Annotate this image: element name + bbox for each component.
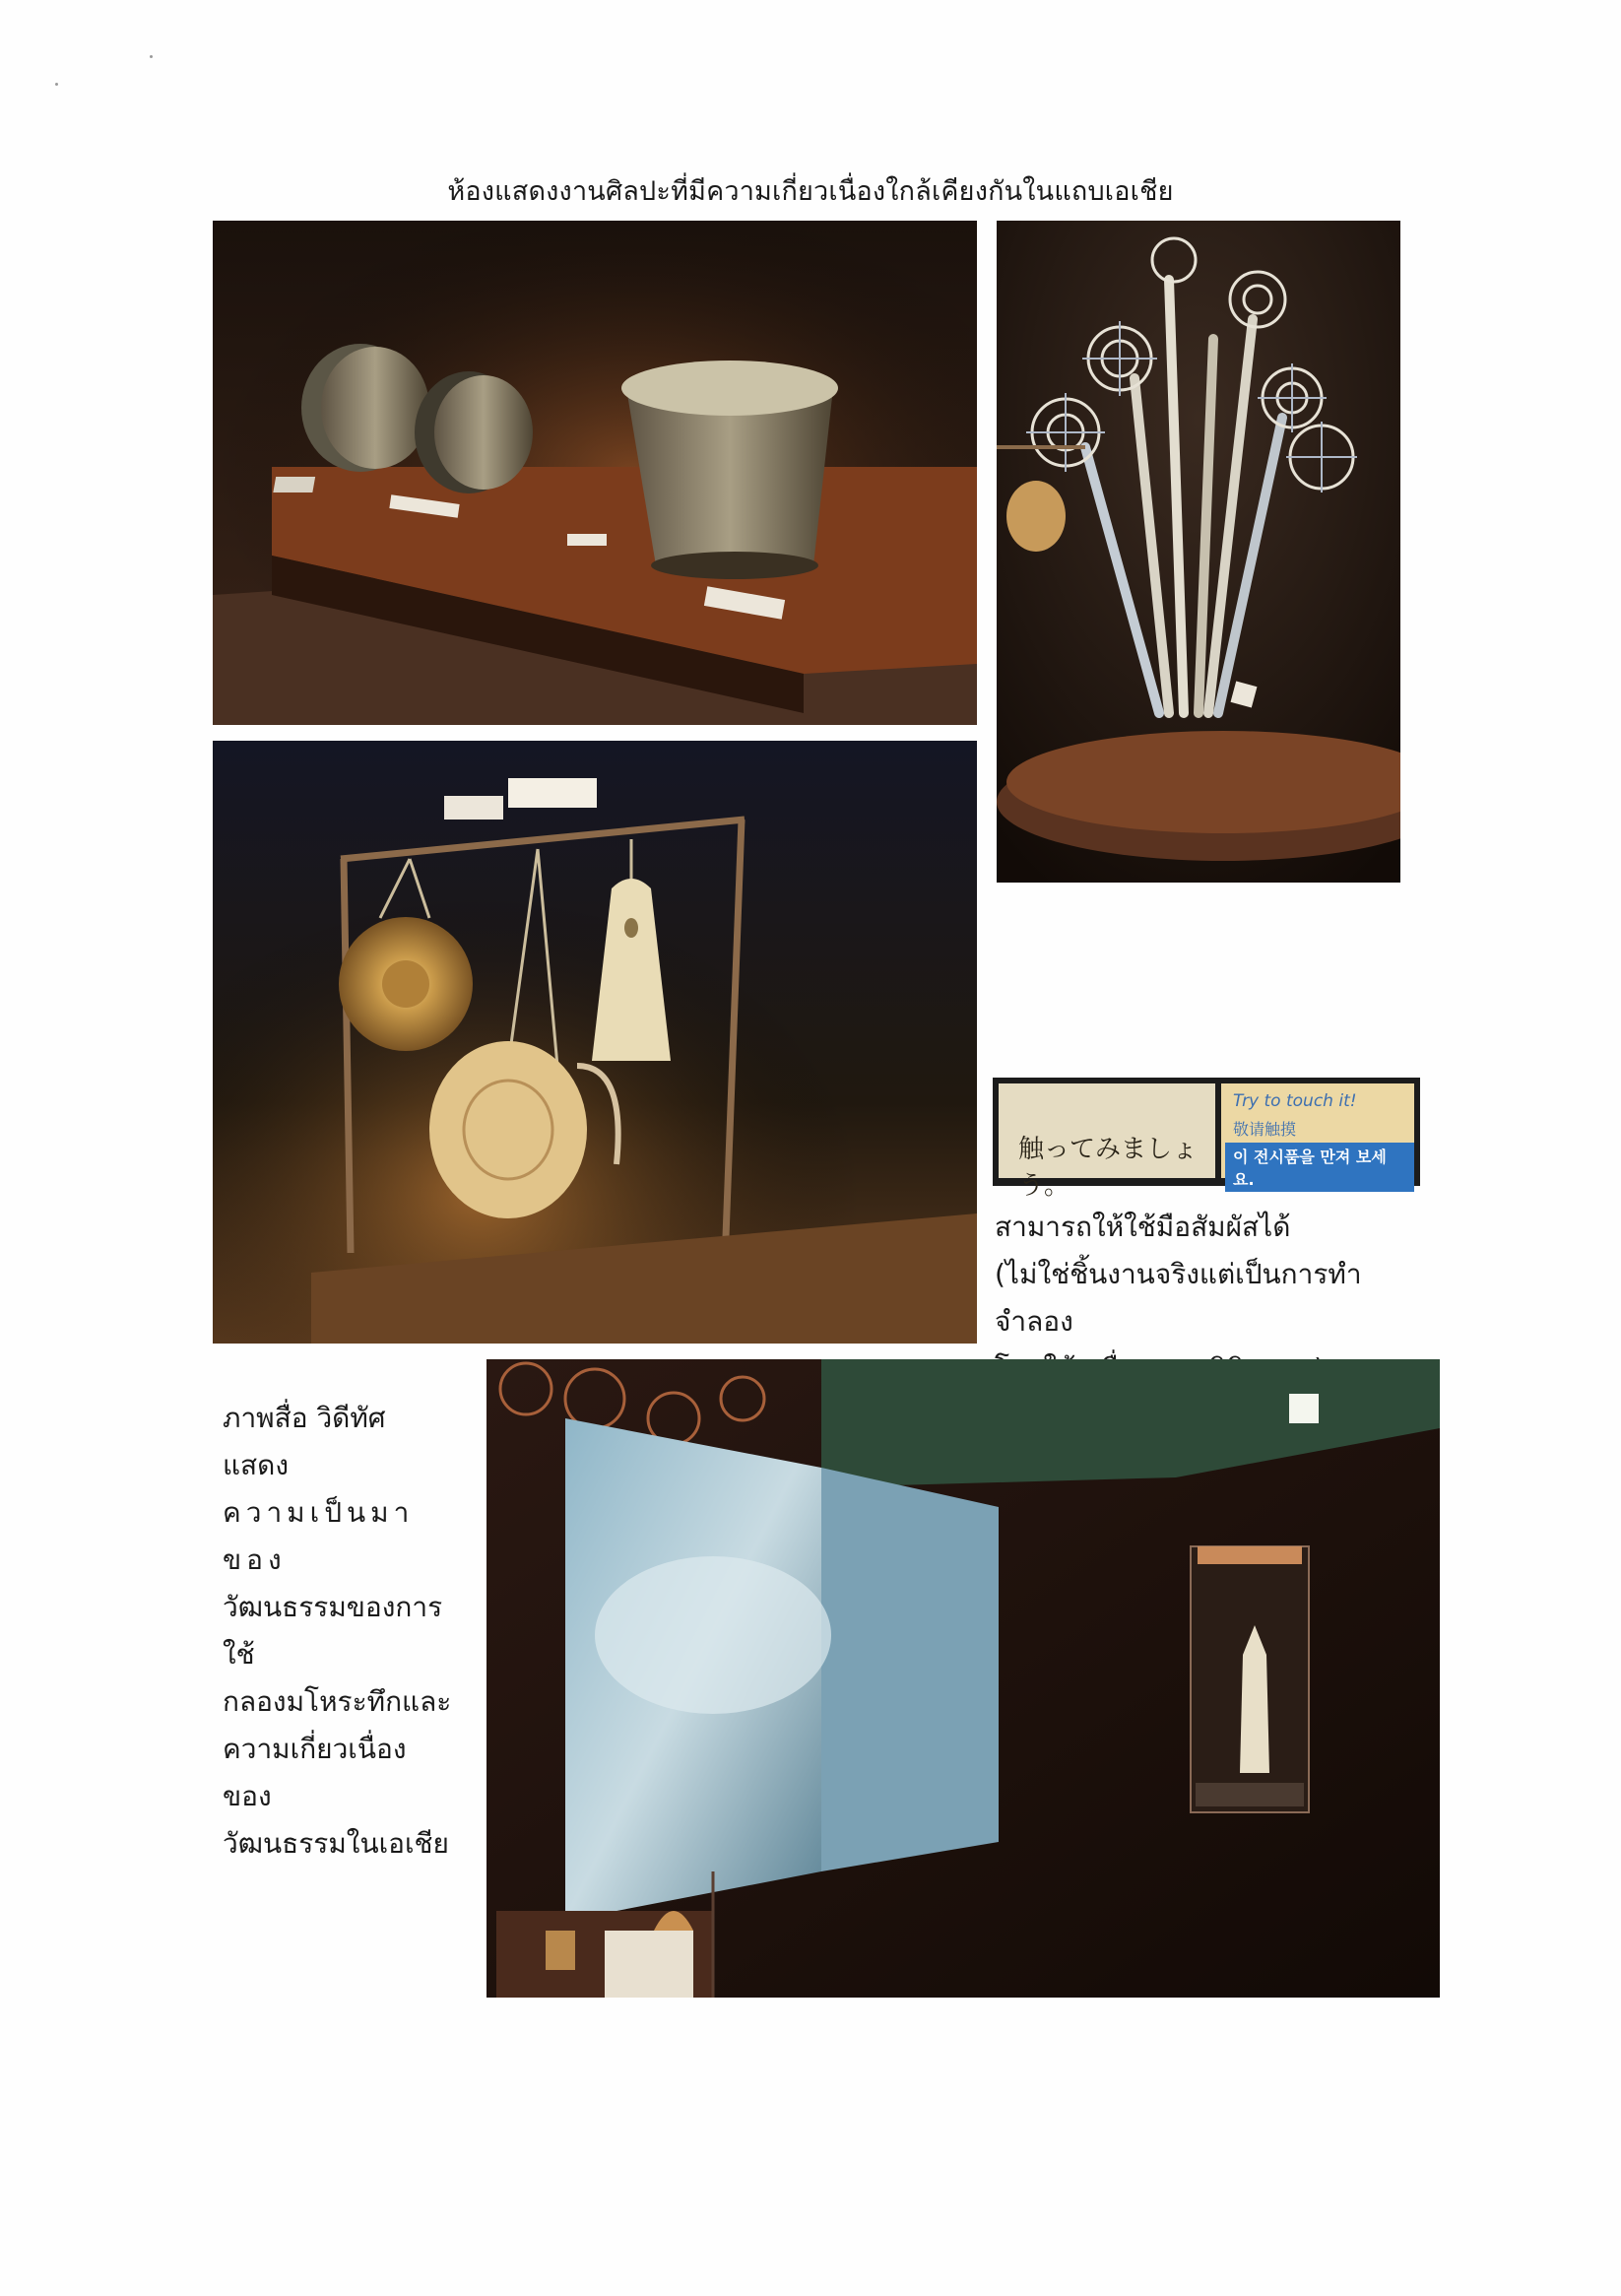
- touch-sign-chinese: 敬请触摸: [1233, 1120, 1297, 1139]
- scan-speck: [55, 83, 58, 86]
- touch-sign-japanese: 触ってみましょう。: [1018, 1135, 1199, 1201]
- video-caption-line: ความเกี่ยวเนื่องของ: [223, 1733, 407, 1812]
- video-caption: [223, 1395, 455, 1868]
- photo-bronze-drums: [213, 221, 977, 725]
- touch-sign-korean: 이 전시품을 만져 보세요.: [1225, 1143, 1414, 1192]
- photo-video-projection-room: [486, 1359, 1440, 1998]
- page-title: ห้องแสดงงานศิลปะที่มีความเกี่ยวเนื่องใกล้เคียงกันในแถบเอเชีย: [447, 176, 1174, 207]
- scan-speck: [150, 55, 153, 58]
- touch-sign-japanese-panel: [999, 1083, 1215, 1201]
- touch-sign-english: Try to touch it!: [1233, 1091, 1357, 1111]
- touch-caption-line: สามารถให้ใช้มือสัมผัสได้: [995, 1211, 1291, 1243]
- touch-sign: [993, 1078, 1420, 1201]
- video-caption-line: ภาพสื่อ วิดีทัศ แสดง: [223, 1402, 386, 1481]
- touch-sign-multilingual-panel: [1221, 1083, 1414, 1189]
- photo-hanging-gong-and-bell: [213, 741, 977, 1344]
- video-caption-line: กลองมโหระทึกและ: [223, 1685, 452, 1718]
- video-caption-line: วัฒนธรรมของการใช้: [223, 1591, 443, 1671]
- video-caption-line: วัฒนธรรมในเอเชีย: [223, 1827, 449, 1860]
- touch-caption-line: (ไม่ใช่ชิ้นงานจริงแต่เป็นการทำจำลอง: [995, 1258, 1362, 1338]
- photo-tall-decorative-sculpture: [997, 221, 1400, 883]
- video-caption-line: ความเป็นมาของ: [223, 1496, 415, 1576]
